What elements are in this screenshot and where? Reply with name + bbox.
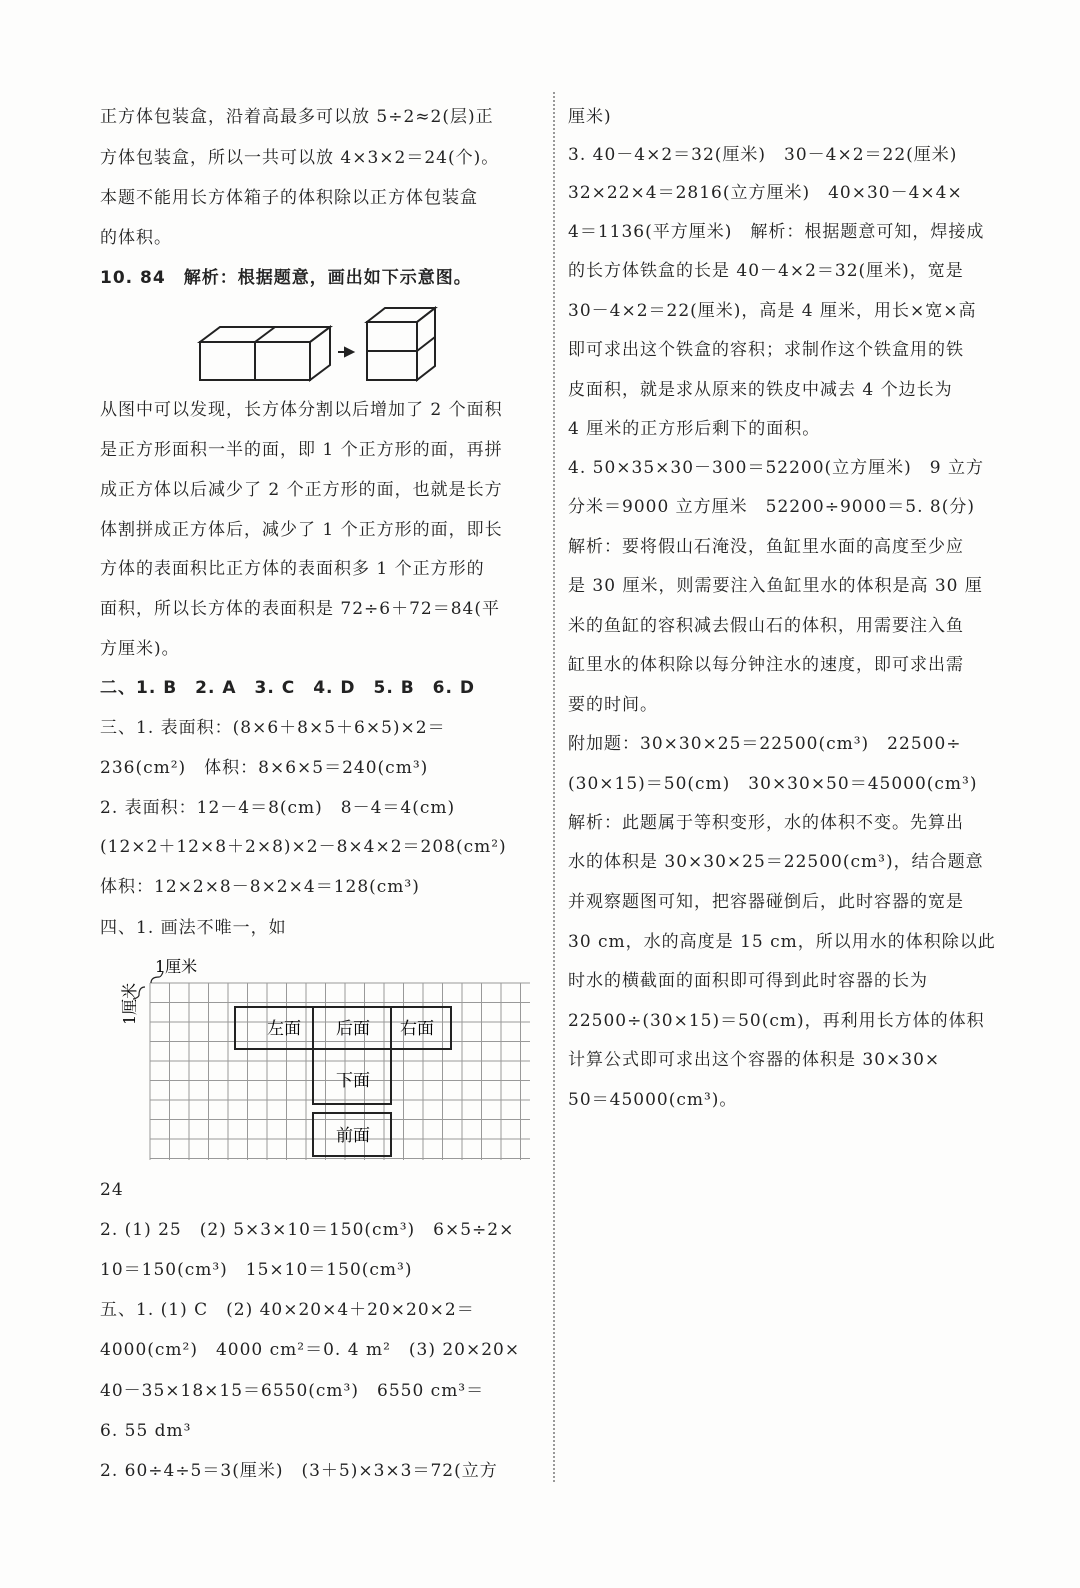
face-label-front: 前面 [336,1126,370,1146]
text-line: 4 厘米的正方形后剩下的面积。 [568,419,821,439]
text-line: 4. 50×35×30－300＝52200(立方厘米) 9 立方 [568,458,985,478]
text-line: 10＝150(cm³) 15×10＝150(cm³) [100,1260,413,1280]
text-line: 皮面积，就是求从原来的铁皮中减去 4 个边长为 [568,380,953,400]
number-label: 24 [100,1180,124,1200]
text-line: 要的时间。 [568,695,658,715]
unit-label-left: 1厘米 [120,982,139,1025]
text-line: 即可求出这个铁盒的容积；求制作这个铁盒用的铁 [568,340,964,360]
text-line: 4＝1136(平方厘米) 解析：根据题意可知，焊接成 [568,222,985,242]
text-line: 50＝45000(cm³)。 [568,1090,738,1110]
text-line: 2. 60÷4÷5＝3(厘米) (3＋5)×3×3＝72(立方 [100,1461,498,1481]
text-line: 的体积。 [100,228,172,248]
text-line: 计算公式即可求出这个容器的体积是 30×30× [568,1050,941,1070]
text-line: (30×15)＝50(cm) 30×30×50＝45000(cm³) [568,774,978,794]
face-label-left: 左面 [267,1019,301,1039]
cuboid-to-cube-diagram [195,302,445,388]
text-line: 体积：12×2×8－8×2×4＝128(cm³) [100,877,420,897]
text-line: 解析：此题属于等积变形，水的体积不变。先算出 [568,813,964,833]
net-grid-figure [115,955,540,1165]
text-line: 解析：要将假山石淹没，鱼缸里水面的高度至少应 [568,537,964,557]
text-line: 4000(cm²) 4000 cm²＝0. 4 m² (3) 20×20× [100,1340,521,1360]
text-line: 22500÷(30×15)＝50(cm)，再利用长方体的体积 [568,1011,985,1031]
text-line: 分米＝9000 立方厘米 52200÷9000＝5. 8(分) [568,497,975,517]
section-two-answers: 二、1. B 2. A 3. C 4. D 5. B 6. D [100,678,476,698]
text-line: 30－4×2＝22(厘米)，高是 4 厘米，用长×宽×高 [568,301,977,321]
text-line: 四、1. 画法不唯一，如 [100,918,287,938]
text-line: 32×22×4＝2816(立方厘米) 40×30－4×4× [568,183,963,203]
text-line: 236(cm²) 体积：8×6×5＝240(cm³) [100,758,429,778]
text-line: 的长方体铁盒的长是 40－4×2＝32(厘米)，宽是 [568,261,964,281]
text-line: 水的体积是 30×30×25＝22500(cm³)，结合题意 [568,852,984,872]
text-line: 2. (1) 25 (2) 5×3×10＝150(cm³) 6×5÷2× [100,1220,515,1240]
text-line: 附加题：30×30×25＝22500(cm³) 22500÷ [568,734,962,754]
text-line: 五、1. (1) C (2) 40×20×4＋20×20×2＝ [100,1300,475,1320]
face-label-back: 后面 [336,1019,370,1039]
text-line: 正方体包装盒，沿着高最多可以放 5÷2≈2(层)正 [100,107,494,127]
text-line: 本题不能用长方体箱子的体积除以正方体包装盒 [100,188,478,208]
text-line: 6. 55 dm³ [100,1421,192,1441]
text-line: 2. 表面积：12－4＝8(cm) 8－4＝4(cm) [100,798,456,818]
face-label-right: 右面 [400,1019,434,1039]
text-line: 30 cm，水的高度是 15 cm，所以用水的体积除以此 [568,932,996,952]
unit-label-top: 1厘米 [155,957,198,976]
text-line: 时水的横截面的面积即可得到此时容器的长为 [568,971,928,991]
text-line: 是正方形面积一半的面，即 1 个正方形的面，再拼 [100,440,503,460]
text-line: 并观察题图可知，把容器碰倒后，此时容器的宽是 [568,892,964,912]
text-line: (12×2＋12×8＋2×8)×2－8×4×2＝208(cm²) [100,837,507,857]
text-line: 40－35×18×15＝6550(cm³) 6550 cm³＝ [100,1381,485,1401]
text-line: 是 30 厘米，则需要注入鱼缸里水的体积是高 30 厘 [568,576,983,596]
text-line: 厘米) [568,107,612,127]
column-divider [553,92,555,1482]
face-label-bottom: 下面 [336,1071,370,1091]
text-line: 方体的表面积比正方体的表面积多 1 个正方形的 [100,559,485,579]
text-line: 缸里水的体积除以每分钟注水的速度，即可求出需 [568,655,964,675]
text-line: 体割拼成正方体后，减少了 1 个正方形的面，即长 [100,520,503,540]
text-line: 3. 40－4×2＝32(厘米) 30－4×2＝22(厘米) [568,145,958,165]
text-line: 三、1. 表面积：(8×6＋8×5＋6×5)×2＝ [100,718,446,738]
text-line: 成正方体以后减少了 2 个正方形的面，也就是长方 [100,480,503,500]
text-line: 方体包装盒，所以一共可以放 4×3×2＝24(个)。 [100,148,500,168]
text-line: 方厘米)。 [100,639,180,659]
text-line: 从图中可以发现，长方体分割以后增加了 2 个面积 [100,400,503,420]
text-line: 米的鱼缸的容积减去假山石的体积，用需要注入鱼 [568,616,964,636]
text-line: 面积，所以长方体的表面积是 72÷6＋72＝84(平 [100,599,500,619]
answer-10: 10. 84 解析：根据题意，画出如下示意图。 [100,268,472,288]
